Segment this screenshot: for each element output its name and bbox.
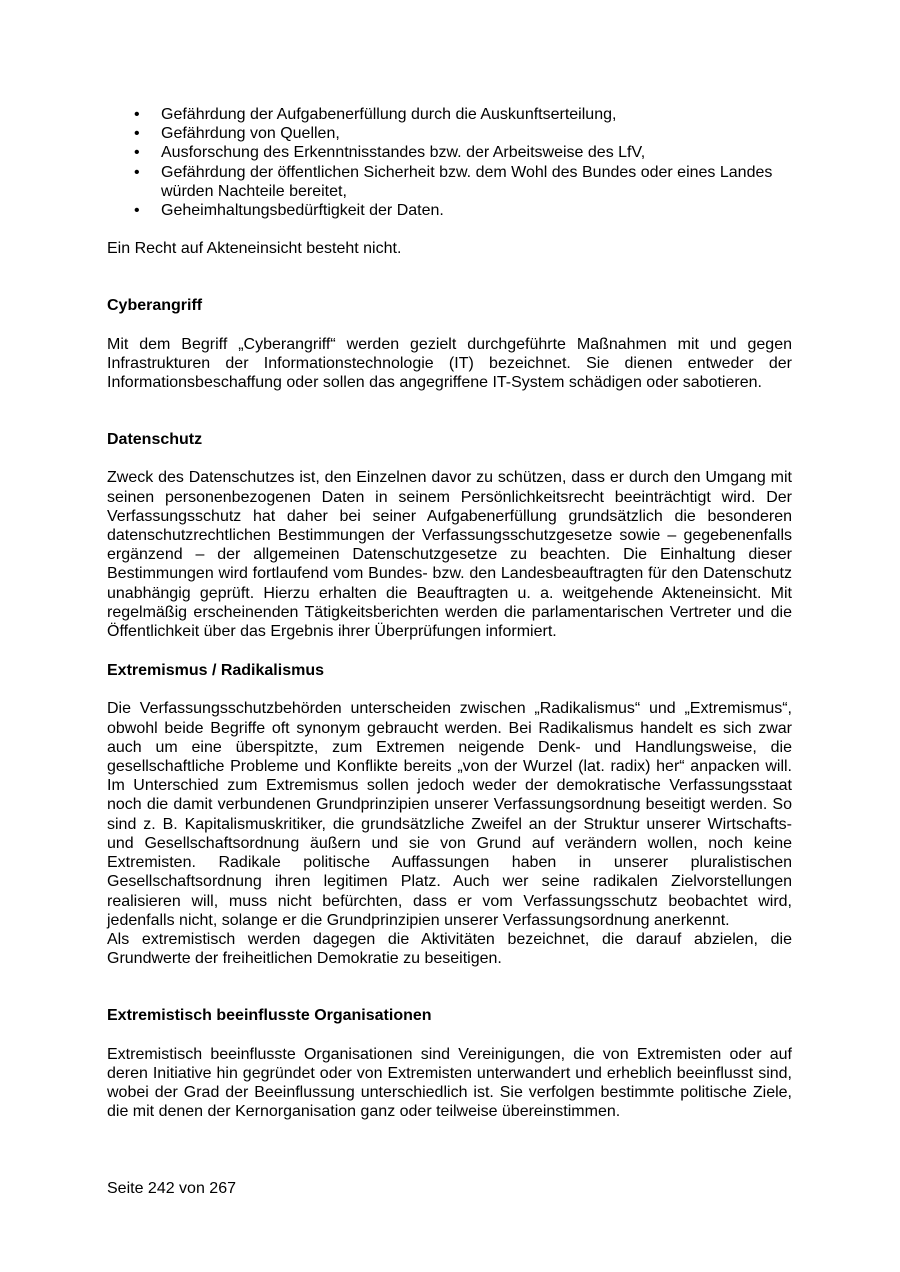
- list-item: • Geheimhaltungsbedürftigkeit der Daten.: [134, 202, 444, 220]
- intro-note: Ein Recht auf Akteneinsicht besteht nicht.: [107, 240, 402, 258]
- section-paragraph-cyberangriff: Mit dem Begriff „Cyberangriff“ werden gezielt durchgeführte Maßnahmen mit und gegen Infrastrukturen der Informationstechnologie (IT) bezeichnet. Sie dienen entweder der Informationsbeschaffung oder sollen das angegriffene IT-System schädigen oder sabotieren.: [107, 335, 792, 392]
- bullet-icon: •: [134, 125, 140, 143]
- bullet-icon: •: [134, 163, 140, 181]
- section-heading-cyberangriff: Cyberangriff: [107, 297, 203, 315]
- section-heading-datenschutz: Datenschutz: [107, 431, 203, 449]
- section-paragraph-datenschutz: Zweck des Datenschutzes ist, den Einzelnen davor zu schützen, dass er durch den Umgang mit seinen personenbezogenen Daten in seinem Persönlichkeitsrecht beeinträchtigt wird. Der Verfassungsschutz hat daher bei seiner Aufgabenerfüllung grundsätzlich die besonderen datenschutzrechtlichen Bestimmungen der Verfassungsschutzgesetze sowie – gegebenenfalls ergänzend – der allgemeinen Datenschutzgesetze zu beachten. Die Einhaltung dieser Bestimmungen wird fortlaufend vom Bundes- bzw. den Landesbeauftragten für den Datenschutz unabhängig geprüft. Hierzu erhalten die Beauftragten u. a. weitgehende Akteneinsicht. Mit regelmäßig erscheinenden Tätigkeitsberichten werden die parlamentarischen Vertreter und die Öffentlichkeit über das Ergebnis ihrer Überprüfungen informiert.: [107, 469, 792, 641]
- section-paragraph-extremismus-2: Als extremistisch werden dagegen die Aktivitäten bezeichnet, die darauf abzielen, die Grundwerte der freiheitlichen Demokratie zu beseitigen.: [107, 930, 792, 968]
- section-paragraph-extremistisch-beeinflusst: Extremistisch beeinflusste Organisationen sind Vereinigungen, die von Extremisten oder auf deren Initiative hin gegründet oder von Extremisten unterwandert und erheblich beeinflusst sind, wobei der Grad der Beeinflussung unterschiedlich ist. Sie verfolgen bestimmte politische Ziele, die mit denen der Kernorganisation ganz oder teilweise übereinstimmen.: [107, 1045, 792, 1121]
- page-number: Seite 242 von 267: [107, 1180, 236, 1197]
- section-heading-extremismus: Extremismus / Radikalismus: [107, 662, 324, 680]
- document-page: [107, 105, 792, 1121]
- list-item: • Gefährdung der öffentlichen Sicherheit bzw. dem Wohl des Bundes oder eines Landes würden Nachteile bereitet,: [134, 163, 773, 200]
- bullet-icon: •: [134, 106, 140, 123]
- list-item: • Gefährdung der Aufgabenerfüllung durch die Auskunftserteilung,: [134, 106, 617, 123]
- list-item: • Gefährdung von Quellen,: [134, 125, 340, 143]
- bullet-icon: •: [134, 144, 140, 162]
- list-item: • Ausforschung des Erkenntnisstandes bzw. der Arbeitsweise des LfV,: [134, 144, 646, 162]
- bullet-icon: •: [134, 202, 140, 220]
- section-paragraph-extremismus-1: Die Verfassungsschutzbehörden unterscheiden zwischen „Radikalismus“ und „Extremismus“, obwohl beide Begriffe oft synonym gebraucht werden. Bei Radikalismus handelt es sich zwar auch um eine überspitzte, zum Extremen neigende Denk- und Handlungsweise, die gesellschaftliche Probleme und Konflikte bereits „von der Wurzel (lat. radix) her“ anpacken will. Im Unterschied zum Extremismus sollen jedoch weder der demokratische Verfassungsstaat noch die damit verbundenen Grundprinzipien unserer Verfassungsordnung beseitigt werden. So sind z. B. Kapitalismuskritiker, die grundsätzliche Zweifel an der Struktur unserer Wirtschafts- und Gesellschaftsordnung äußern und sie von Grund auf verändern wollen, noch keine Extremisten. Radikale politische Auffassungen haben in unserer pluralistischen Gesellschaftsordnung ihren legitimen Platz. Auch wer seine radikalen Zielvorstellungen realisieren will, muss nicht befürchten, dass er vom Verfassungsschutz beobachtet wird, jedenfalls nicht, solange er die Grundprinzipien unserer Verfassungsordnung anerkennt.: [107, 700, 792, 929]
- bullet-list: [107, 105, 792, 220]
- section-heading-extremistisch-beeinflusst: Extremistisch beeinflusste Organisationen: [107, 1007, 432, 1025]
